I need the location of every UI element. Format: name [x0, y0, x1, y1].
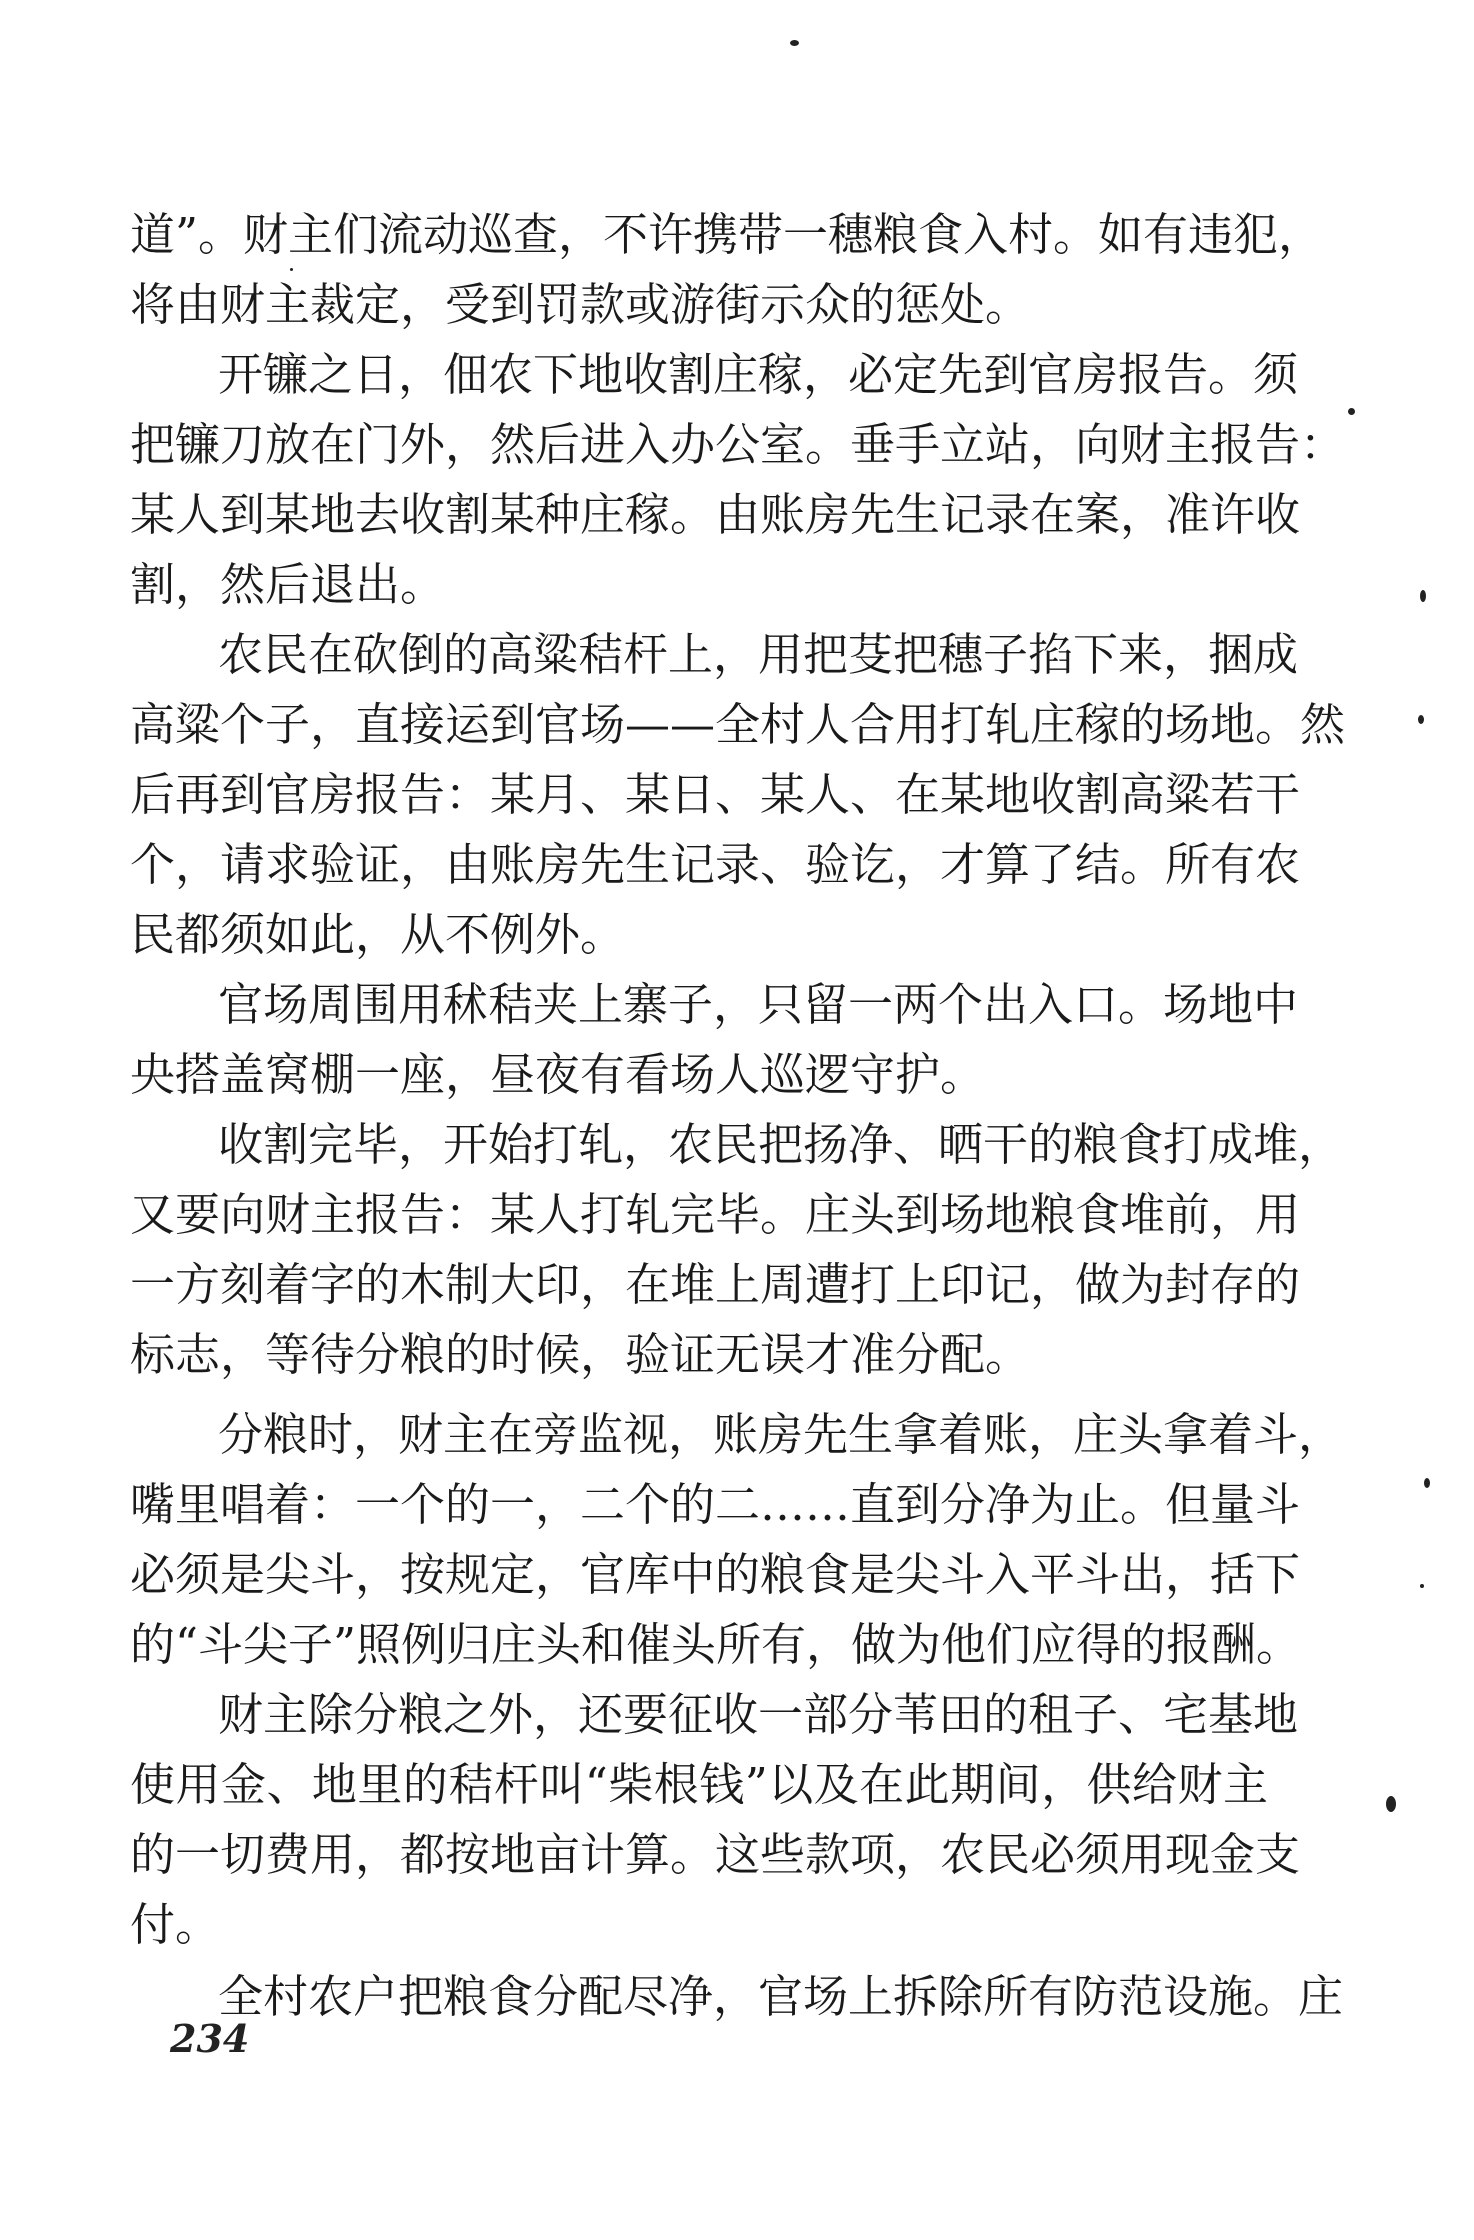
scan-speck — [1348, 408, 1355, 415]
scan-speck — [790, 40, 799, 46]
text-line: 付。 — [130, 1898, 221, 1951]
text-line: 将由财主裁定，受到罚款或游街示众的惩处。 — [130, 278, 1031, 331]
page-number: 234 — [170, 2016, 250, 2061]
text-line: 嘴里唱着：一个的一，二个的二……直到分净为止。但量斗 — [130, 1478, 1301, 1531]
scan-speck — [1418, 715, 1424, 724]
text-line: 又要向财主报告：某人打轧完毕。庄头到场地粮食堆前，用 — [130, 1188, 1301, 1241]
text-line: 一方刻着字的木制大印，在堆上周遭打上印记，做为封存的 — [130, 1258, 1301, 1311]
text-line: 分粮时，财主在旁监视，账房先生拿着账，庄头拿着斗， — [218, 1408, 1344, 1461]
text-line: 官场周围用秫秸夹上寨子，只留一两个出入口。场地中 — [218, 978, 1299, 1031]
text-line: 标志，等待分粮的时候，验证无误才准分配。 — [130, 1328, 1031, 1381]
text-line: 某人到某地去收割某种庄稼。由账房先生记录在案，准许收 — [130, 488, 1301, 541]
text-line: 把镰刀放在门外，然后进入办公室。垂手立站，向财主报告： — [130, 418, 1346, 471]
text-line: 必须是尖斗，按规定，官库中的粮食是尖斗入平斗出，括下 — [130, 1548, 1301, 1601]
text-line: 高粱个子，直接运到官场——全村人合用打轧庄稼的场地。然 — [130, 698, 1346, 751]
text-line: 个，请求验证，由账房先生记录、验讫，才算了结。所有农 — [130, 838, 1301, 891]
text-line: 农民在砍倒的高粱秸杆上，用把芟把穗子掐下来，捆成 — [218, 628, 1299, 681]
scan-speck — [1420, 1584, 1424, 1588]
text-line: 央搭盖窝棚一座，昼夜有看场人巡逻守护。 — [130, 1048, 986, 1101]
text-line: 道”。财主们流动巡查，不许携带一穗粮食入村。如有违犯， — [130, 208, 1324, 261]
scan-speck — [1424, 1478, 1430, 1488]
text-line: 割，然后退出。 — [130, 558, 446, 611]
scan-speck — [290, 268, 293, 271]
text-line: 收割完毕，开始打轧，农民把扬净、晒干的粮食打成堆， — [218, 1118, 1344, 1171]
text-line: 后再到官房报告：某月、某日、某人、在某地收割高粱若干 — [130, 768, 1301, 821]
text-line: 的“斗尖子”照例归庄头和催头所有，做为他们应得的报酬。 — [130, 1618, 1302, 1671]
scan-speck — [1420, 590, 1426, 602]
text-line: 民都须如此，从不例外。 — [130, 908, 626, 961]
text-line: 财主除分粮之外，还要征收一部分苇田的租子、宅基地 — [218, 1688, 1299, 1741]
text-line: 全村农户把粮食分配尽净，官场上拆除所有防范设施。庄 — [218, 1970, 1344, 2023]
text-line: 的一切费用，都按地亩计算。这些款项，农民必须用现金支 — [130, 1828, 1301, 1881]
scan-speck — [1386, 1796, 1396, 1812]
text-line: 开镰之日，佃农下地收割庄稼，必定先到官房报告。须 — [218, 348, 1299, 401]
text-line: 使用金、地里的秸杆叫“柴根钱”以及在此期间，供给财主 — [130, 1758, 1268, 1811]
